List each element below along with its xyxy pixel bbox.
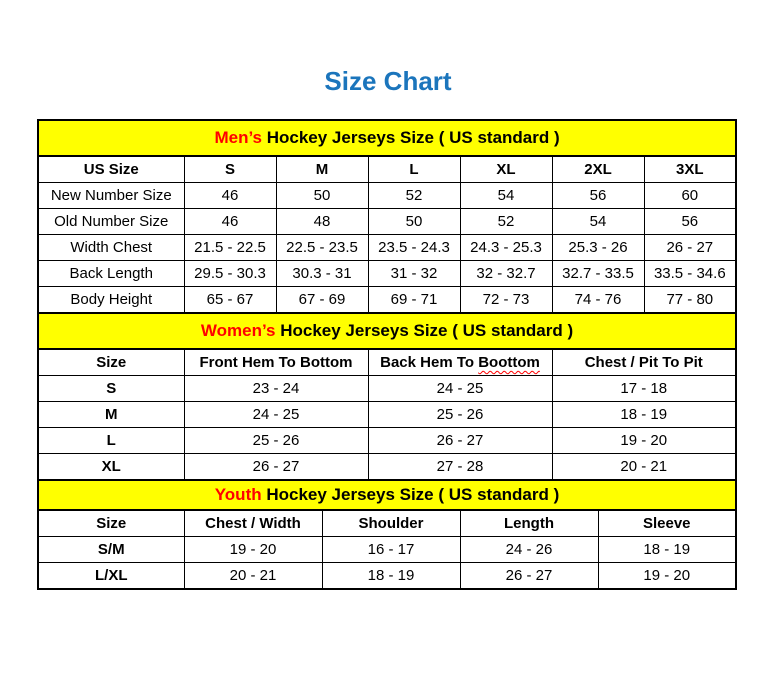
table-cell: 16 - 17 xyxy=(322,537,460,563)
table-cell: 26 - 27 xyxy=(368,428,552,454)
column-header: 2XL xyxy=(552,156,644,183)
table-cell: 29.5 - 30.3 xyxy=(184,261,276,287)
table-cell: 18 - 19 xyxy=(598,537,736,563)
section-title xyxy=(38,313,736,349)
table-cell: 21.5 - 22.5 xyxy=(184,235,276,261)
section-title-rest: Hockey Jerseys Size ( US standard ) xyxy=(275,321,574,340)
table-cell: 26 - 27 xyxy=(460,563,598,590)
table-cell: 48 xyxy=(276,209,368,235)
table-cell: 65 - 67 xyxy=(184,287,276,314)
section-title xyxy=(38,120,736,156)
row-label: S/M xyxy=(38,537,184,563)
column-header: US Size xyxy=(38,156,184,183)
table-cell: 52 xyxy=(368,183,460,209)
table-cell: 54 xyxy=(460,183,552,209)
misspelled-word: Boottom xyxy=(478,354,540,371)
column-header: M xyxy=(276,156,368,183)
row-label: Body Height xyxy=(38,287,184,314)
column-header: Front Hem To Bottom xyxy=(184,349,368,376)
womens-header-row xyxy=(38,349,736,376)
table-cell: 32.7 - 33.5 xyxy=(552,261,644,287)
table-cell: 24.3 - 25.3 xyxy=(460,235,552,261)
table-row xyxy=(38,287,736,314)
column-header: L xyxy=(368,156,460,183)
youth-header-row xyxy=(38,510,736,537)
page-title: Size Chart xyxy=(324,66,452,96)
youth-section-band xyxy=(38,480,736,510)
table-cell: 25 - 26 xyxy=(184,428,368,454)
column-header: Chest / Pit To Pit xyxy=(552,349,736,376)
table-cell: 27 - 28 xyxy=(368,454,552,481)
row-label: S xyxy=(38,376,184,402)
table-cell: 56 xyxy=(644,209,736,235)
row-label: Old Number Size xyxy=(38,209,184,235)
table-cell: 54 xyxy=(552,209,644,235)
table-cell: 30.3 - 31 xyxy=(276,261,368,287)
table-cell: 46 xyxy=(184,209,276,235)
womens-size-table xyxy=(37,312,737,481)
row-label: Width Chest xyxy=(38,235,184,261)
table-cell: 32 - 32.7 xyxy=(460,261,552,287)
table-cell: 50 xyxy=(276,183,368,209)
table-cell: 72 - 73 xyxy=(460,287,552,314)
section-title-highlight: Women’s xyxy=(200,321,276,340)
column-header: Size xyxy=(38,349,184,376)
table-cell: 24 - 25 xyxy=(184,402,368,428)
table-cell: 56 xyxy=(552,183,644,209)
section-title-rest: Hockey Jerseys Size ( US standard ) xyxy=(261,485,560,504)
table-row xyxy=(38,261,736,287)
column-header: Shoulder xyxy=(322,510,460,537)
table-cell: 33.5 - 34.6 xyxy=(644,261,736,287)
table-cell: 20 - 21 xyxy=(184,563,322,590)
column-header: Back Hem To Boottom xyxy=(368,349,552,376)
table-cell: 25.3 - 26 xyxy=(552,235,644,261)
table-cell: 20 - 21 xyxy=(552,454,736,481)
table-cell: 18 - 19 xyxy=(322,563,460,590)
table-cell: 31 - 32 xyxy=(368,261,460,287)
table-cell: 69 - 71 xyxy=(368,287,460,314)
column-header: Chest / Width xyxy=(184,510,322,537)
size-chart-tables xyxy=(37,119,735,590)
row-label: L xyxy=(38,428,184,454)
table-row xyxy=(38,563,736,590)
table-row xyxy=(38,402,736,428)
table-cell: 23 - 24 xyxy=(184,376,368,402)
table-cell: 52 xyxy=(460,209,552,235)
mens-size-table xyxy=(37,119,737,314)
table-row xyxy=(38,428,736,454)
row-label: M xyxy=(38,402,184,428)
table-row xyxy=(38,454,736,481)
table-cell: 19 - 20 xyxy=(184,537,322,563)
column-header: Size xyxy=(38,510,184,537)
table-cell: 19 - 20 xyxy=(598,563,736,590)
table-row xyxy=(38,235,736,261)
column-header: S xyxy=(184,156,276,183)
table-cell: 77 - 80 xyxy=(644,287,736,314)
section-title-rest: Hockey Jerseys Size ( US standard ) xyxy=(262,128,560,147)
table-cell: 26 - 27 xyxy=(184,454,368,481)
mens-header-row xyxy=(38,156,736,183)
table-cell: 24 - 25 xyxy=(368,376,552,402)
row-label: Back Length xyxy=(38,261,184,287)
column-header: Length xyxy=(460,510,598,537)
column-header: XL xyxy=(460,156,552,183)
table-row xyxy=(38,209,736,235)
column-header: 3XL xyxy=(644,156,736,183)
table-cell: 17 - 18 xyxy=(552,376,736,402)
row-label: L/XL xyxy=(38,563,184,590)
row-label: XL xyxy=(38,454,184,481)
table-row xyxy=(38,537,736,563)
section-title-highlight: Men’s xyxy=(214,128,262,147)
table-cell: 67 - 69 xyxy=(276,287,368,314)
table-cell: 24 - 26 xyxy=(460,537,598,563)
table-cell: 74 - 76 xyxy=(552,287,644,314)
table-row xyxy=(38,183,736,209)
womens-section-band xyxy=(38,313,736,349)
table-cell: 50 xyxy=(368,209,460,235)
youth-size-table xyxy=(37,479,737,590)
table-cell: 19 - 20 xyxy=(552,428,736,454)
table-cell: 26 - 27 xyxy=(644,235,736,261)
row-label: New Number Size xyxy=(38,183,184,209)
table-cell: 25 - 26 xyxy=(368,402,552,428)
column-header: Sleeve xyxy=(598,510,736,537)
table-row xyxy=(38,376,736,402)
table-cell: 46 xyxy=(184,183,276,209)
mens-section-band xyxy=(38,120,736,156)
table-cell: 60 xyxy=(644,183,736,209)
table-cell: 18 - 19 xyxy=(552,402,736,428)
table-cell: 22.5 - 23.5 xyxy=(276,235,368,261)
section-title xyxy=(38,480,736,510)
section-title-highlight: Youth xyxy=(214,485,262,504)
table-cell: 23.5 - 24.3 xyxy=(368,235,460,261)
